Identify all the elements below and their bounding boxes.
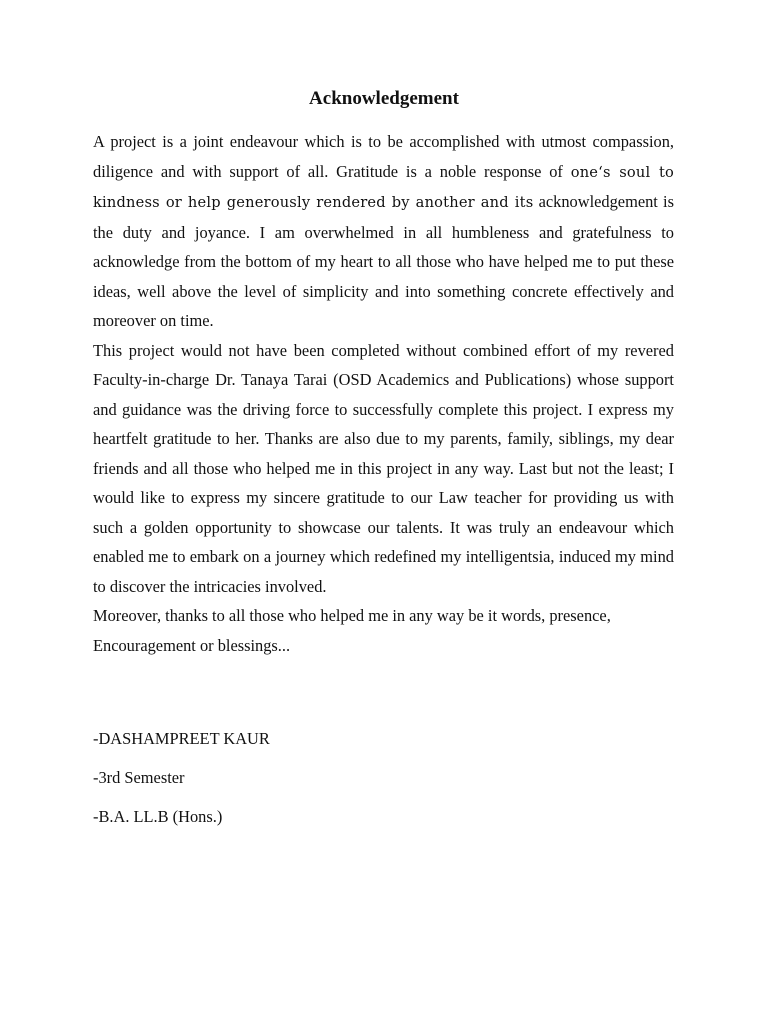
body-text bbox=[93, 127, 674, 660]
signature-semester: -3rd Semester bbox=[93, 768, 185, 787]
signature-degree: -B.A. LL.B (Hons.) bbox=[93, 807, 223, 826]
signature-name: -DASHAMPREET KAUR bbox=[93, 729, 270, 748]
paragraph-1-middle-line: one‘s soul to kindness or help generously rendered by another and its bbox=[93, 163, 674, 211]
paragraph-3-line-1: Moreover, thanks to all those who helped me in any way be it words, presence, bbox=[93, 606, 611, 625]
paragraph-3-line-2: Encouragement or blessings... bbox=[93, 635, 291, 655]
paragraph-2: This project would not have been completed without combined effort of my revered Faculty-in-charge Dr. Tanaya Tarai (OSD Academics and Publications) whose support and guidance was the driving force to successfully complete this project. I express my heartfelt gratitude to her. Thanks are also due to my parents, family, siblings, my dear friends and all those who helped me in this project in any way. Last but not the least; I would like to express my sincere gratitude to our Law teacher for providing us with such a golden opportunity to showcase our talents. It was truly an endeavour which enabled me to embark on a journey which redefined my intelligentsia, induced my mind to discover the intricacies involved. bbox=[93, 340, 674, 596]
paragraph-1-end: acknowledgement is the duty and joyance. I am overwhelmed in all humbleness and gratefulness to acknowledge from the bottom of my heart to all those who have helped me to put these ideas, well above the level of simplicity and into something concrete effectively and moreover on time. bbox=[93, 192, 674, 330]
signature-block bbox=[93, 726, 270, 843]
paragraph-1 bbox=[93, 127, 674, 336]
paragraph-1-start: A project is a joint endeavour which is to be accomplished with utmost compassion, diligence and with support of all. Gratitude is a noble response of bbox=[93, 132, 674, 181]
page-title: Acknowledgement bbox=[309, 88, 459, 109]
